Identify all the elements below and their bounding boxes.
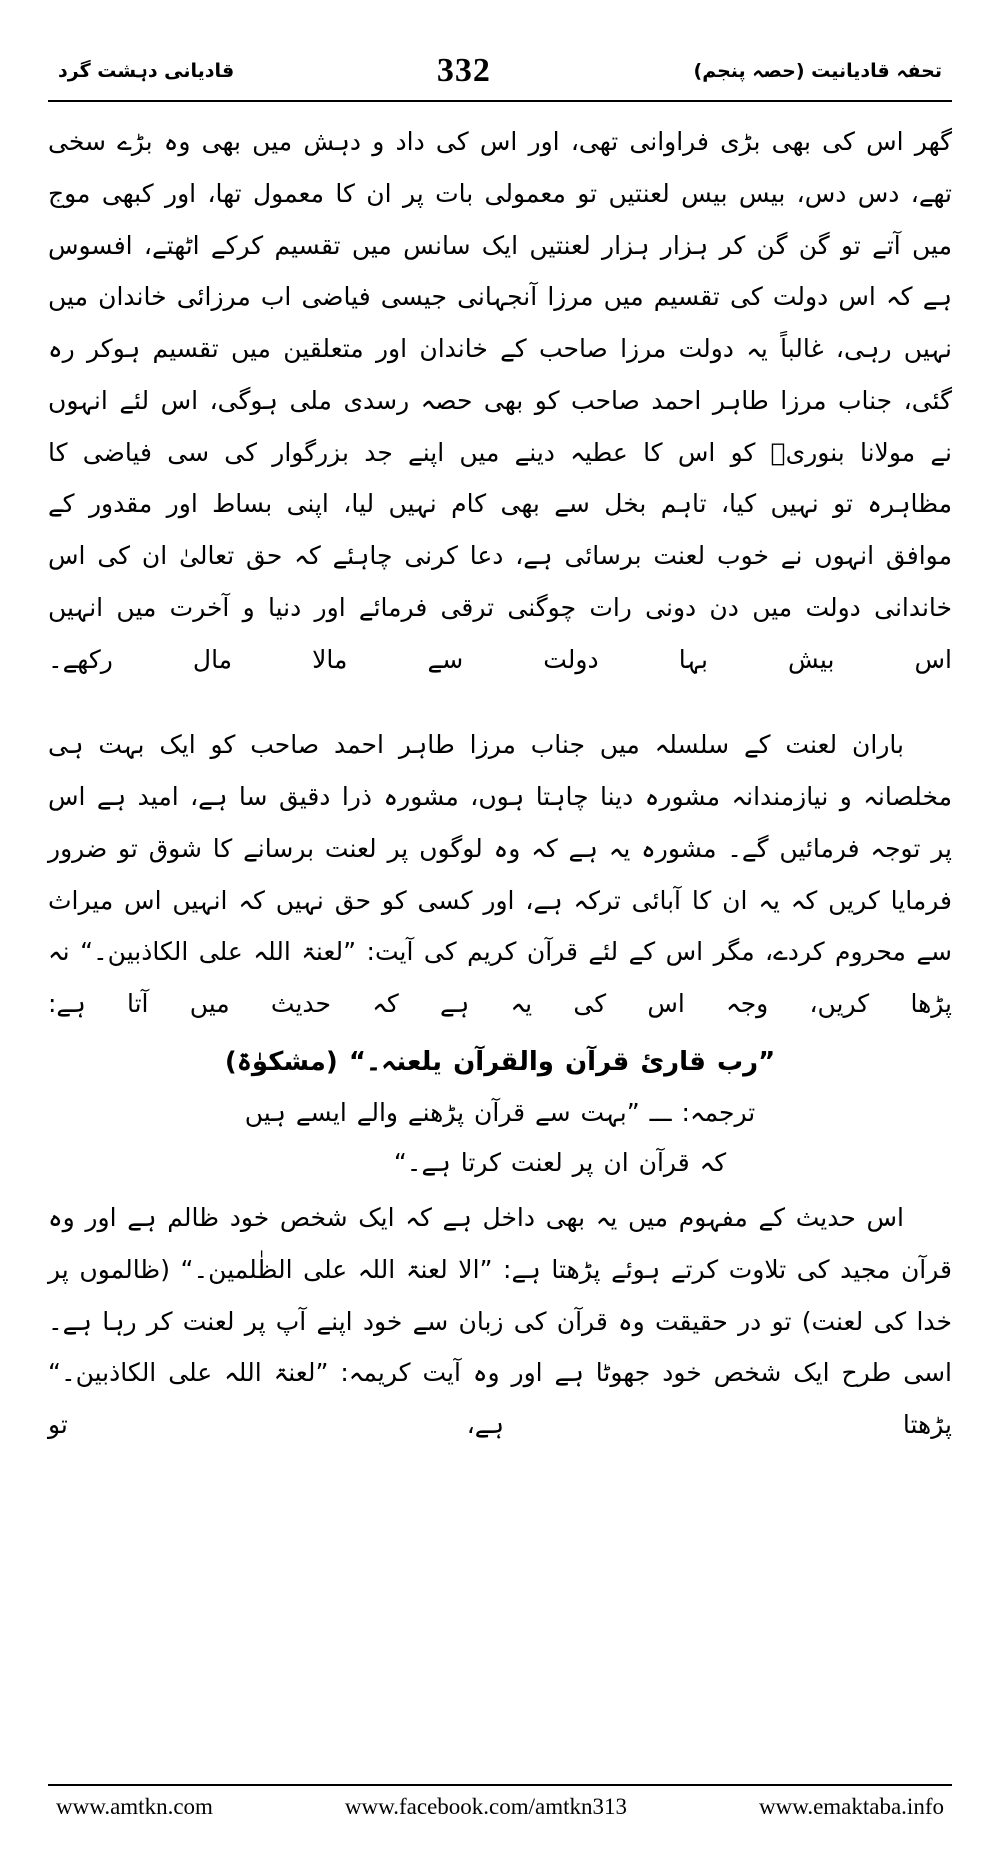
- header-divider: [48, 100, 952, 102]
- page-content: [48, 116, 952, 1451]
- footer-link-emaktaba[interactable]: www.emaktaba.info: [758, 1794, 944, 1819]
- page-footer: [48, 1784, 952, 1820]
- footer-link-website[interactable]: www.amtkn.com: [56, 1794, 213, 1819]
- body-paragraph-1: گھر اس کی بھی بڑی فراوانی تھی، اور اس کی داد و دہش میں بھی وہ بڑے سخی تھے، دس دس، بیس بیس لعنتیں تو معمولی بات پر ان کا معمول تھا، اور کبھی موج میں آتے تو گن گن کر ہزار ہزار لعنتیں ایک سانس میں تقسیم کرکے اٹھتے، افسوس ہے کہ اس دولت کی تقسیم میں مرزا آنجہانی جیسی فیاضی اب مرزائی خاندان میں نہیں رہی، غالباً یہ دولت مرزا صاحب کے خاندان اور متعلقین میں تقسیم ہوکر رہ گئی، جناب مرزا طاہر احمد صاحب کو بھی حصہ رسدی ملی ہوگی، اس لئے انہوں نے مولانا بنوریؒ کو اس کا عطیہ دینے میں اپنے جد بزرگوار کی سی فیاضی کا مظاہرہ تو نہیں کیا، تاہم بخل سے بھی کام نہیں لیا، اپنی بساط اور مقدور کے موافق انہوں نے خوب لعنت برسائی ہے، دعا کرنی چاہئے کہ حق تعالیٰ ان کی اس خاندانی دولت میں دن دونی رات چوگنی ترقی فرمائے اور دنیا و آخرت میں انہیں اس بیش بہا دولت سے مالا مال رکھے۔: [48, 127, 952, 674]
- body-paragraph-2: باران لعنت کے سلسلہ میں جناب مرزا طاہر احمد صاحب کو ایک بہت ہی مخلصانہ و نیازمندانہ مشورہ دینا چاہتا ہوں، مشورہ ذرا دقیق سا ہے، امید ہے اس پر توجہ فرمائیں گے۔ مشورہ یہ ہے کہ وہ لوگوں پر لعنت برسانے کا شوق تو ضرور فرمایا کریں کہ یہ ان کا آبائی ترکہ ہے، اور کسی کو حق نہیں کہ انہیں اس میراث سے محروم کردے، مگر اس کے لئے قرآن کریم کی آیت: ”لعنۃ اللہ علی الکاذبین۔“ نہ پڑھا کریں، وجہ اس کی یہ ہے کہ حدیث میں آتا ہے:: [48, 730, 952, 1018]
- page-header: [48, 40, 952, 94]
- page-number: 332: [436, 52, 491, 89]
- header-book-title: تحفہ قادیانیت (حصہ پنجم): [693, 60, 942, 82]
- body-paragraph-3: اس حدیث کے مفہوم میں یہ بھی داخل ہے کہ ایک شخص خود ظالم ہے اور وہ قرآن مجید کی تلاوت کرتے ہوئے پڑھتا ہے: ”الا لعنۃ اللہ علی الظٰلمین۔“ (ظالموں پر خدا کی لعنت) تو در حقیقت وہ قرآن کی زبان سے خود اپنے آپ پر لعنت کر رہا ہے۔ اسی طرح ایک شخص خود جھوٹا ہے اور وہ آیت کریمہ: ”لعنۃ اللہ علی الکاذبین۔“ پڑھتا ہے، تو: [48, 1203, 952, 1440]
- header-chapter-title: قادیانی دہشت گرد: [58, 60, 235, 82]
- footer-divider: [48, 1784, 952, 1786]
- translation-line-2: کہ قرآن ان پر لعنت کرتا ہے۔“: [393, 1147, 727, 1177]
- paragraph-spacer: [48, 693, 952, 719]
- hadith-quote: ”رب قارئ قرآن والقرآن یلعنہ۔“ (مشکوٰۃ): [224, 1046, 776, 1077]
- translation-line-1: ترجمہ: ـــ ”بہت سے قرآن پڑھنے والے ایسے ہیں: [244, 1098, 756, 1128]
- footer-link-facebook[interactable]: www.facebook.com/amtkn313: [344, 1794, 628, 1819]
